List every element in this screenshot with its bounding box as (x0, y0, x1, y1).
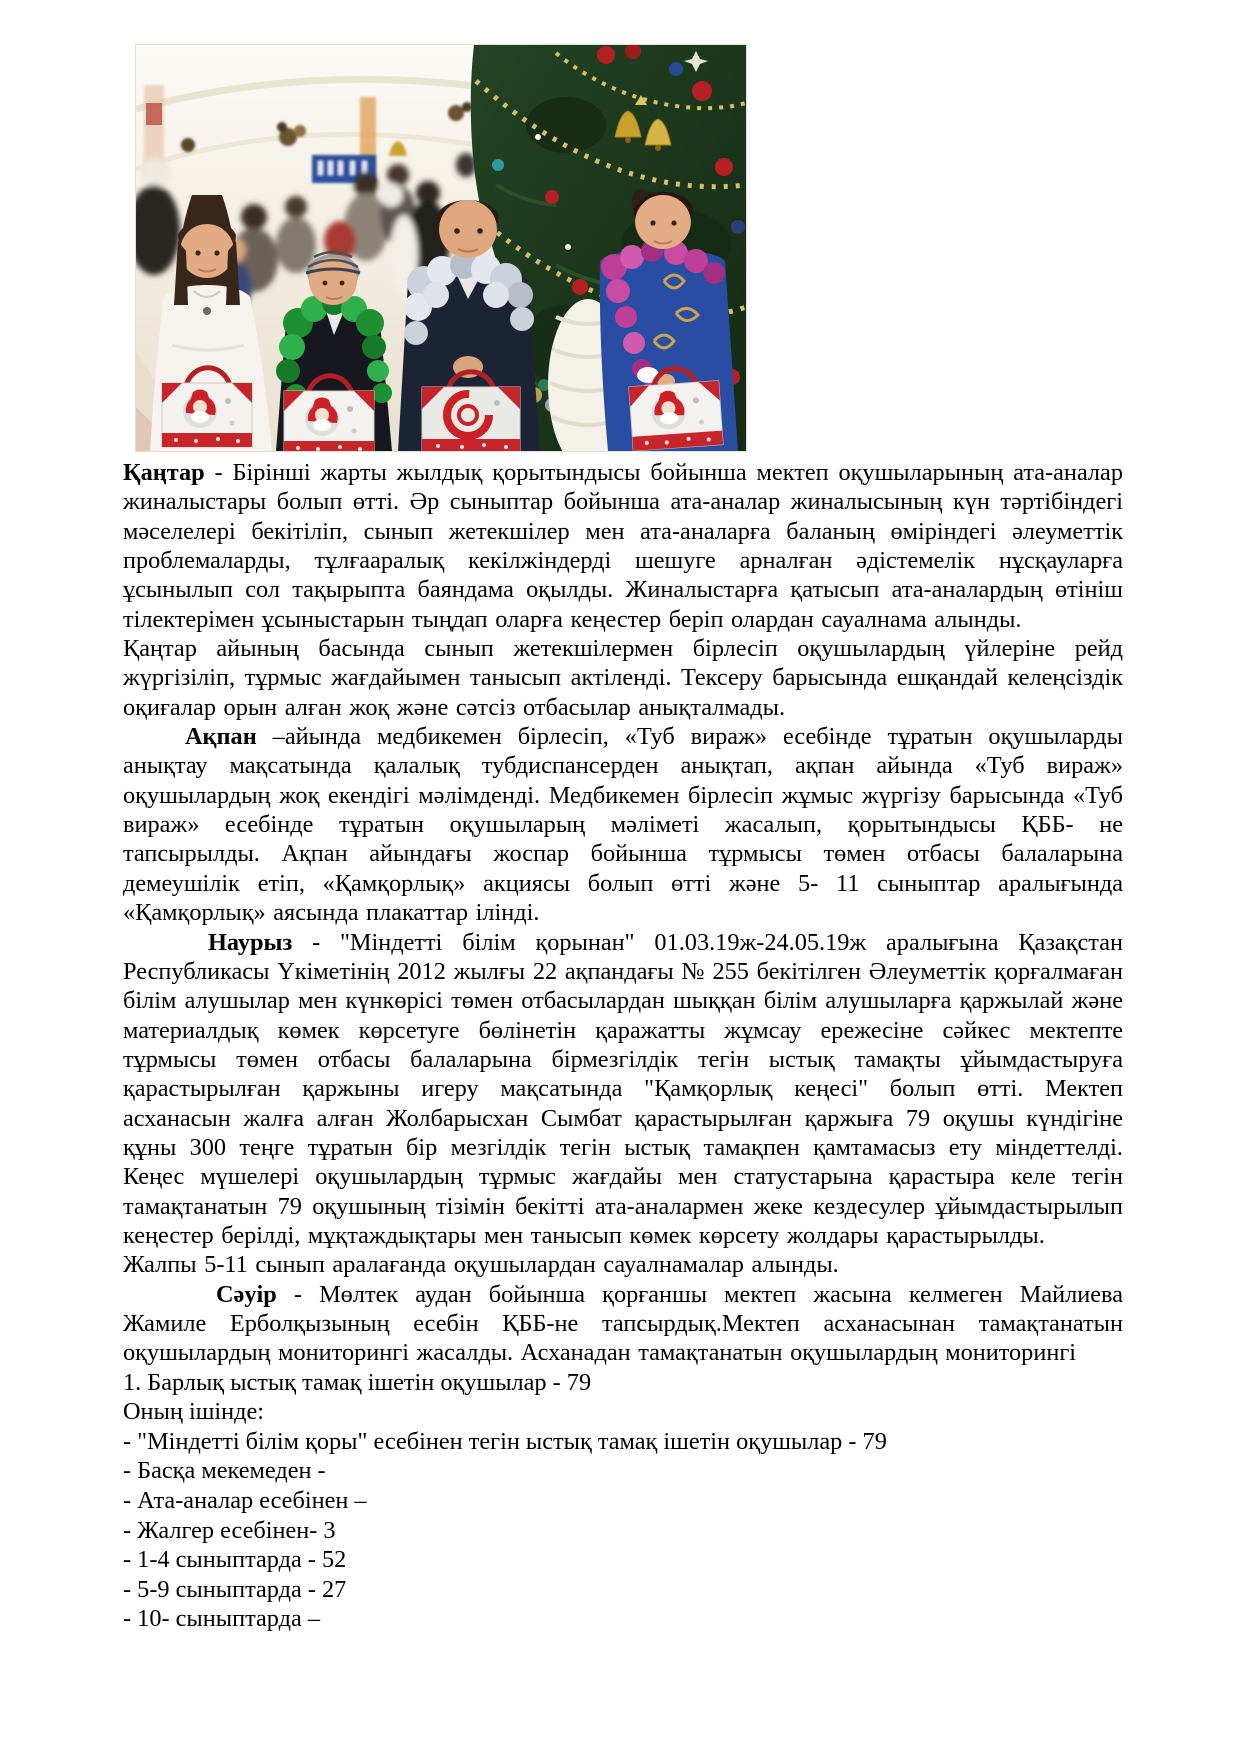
monitoring-line-parents: - Ата-аналар есебінен – (123, 1487, 367, 1515)
paragraph-text: - "Міндетті білім қорынан" 01.03.19ж-24.05.19ж аралығына Қазақстан Республикасы Үкіметінің 2012 жылғы 22 ақпандағы № 255 бекітілген Әлеуметтік қорғалмаған білім алушылар мен күнкөрісі төмен отбасылардан шыққан білім алушыларға қаржылай және материалдық көмек көрсетуге бөлінетін қаражатты жұмсау ережесіне сәйкес мектепте тұрмысы төмен отбасы балаларына бірмезгілдік тегін ыстық тамақты ұйымдастыруға қарастырылған қаржыны игеру мақсатында "Қамқорлық кеңесі" болып өтті. Мектеп асханасын жалға алған Жолбарысхан Сымбат қарастырылған қаржыға 79 оқушы күндігіне құны 300 теңге тұратын бір мезгілдік тегін ыстық тамақпен қамтамасыз ету міндеттелді. Кеңес мүшелері оқушылардың тұрмыс жағдайы мен статустарына қарастыра келе тегін тамақтанатын 79 оқушының тізімін бекітті ата-аналармен жеке кездесулер ұйымдастырылып кеңестер берілді, мұқтаждықтары мен танысып көмек көрсету жолдары қарастырылды. (123, 928, 1123, 1249)
monitoring-list (123, 1368, 1123, 1634)
event-photo (135, 44, 747, 452)
monitoring-line-renter: - Жалгер есебінен- 3 (123, 1516, 336, 1544)
paragraph-january (123, 458, 1123, 634)
monitoring-line-header: Оның ішінде: (123, 1398, 265, 1426)
paragraph-text: –айында медбикемен бірлесіп, «Туб вираж» есебінде тұратын оқушыларды анықтау мақсатында қалалық тубдиспансерден анықтап, ақпан айында «Туб вираж» оқушылардың жоқ екендігі мәлімденді. Медбикемен бірлесіп жұмыс жүргізу барысында «Туб вираж» есебінде тұратын оқушыларың мәліметі жасалып, қорытындысы ҚББ- не тапсырылды. Ақпан айындағы жоспар бойынша тұрмысы төмен отбасы балаларына демеушілік етіп, «Қамқорлық» акциясы болып өтті және 5- 11 сыныптар аралығында «Қамқорлық» аясында плакаттар ілінді. (123, 723, 1123, 927)
paragraph-january-raid (123, 634, 1123, 722)
monitoring-line-other-org: - Басқа мекемеден - (123, 1457, 326, 1485)
paragraph-text: - Бірінші жарты жылдық қорытындысы бойынша мектеп оқушыларының ата-аналар жиналыстары болып өтті. Әр сыныптар бойынша ата-аналар жиналысының күн тәртібіндегі мәселелері бекітіліп, сынып жетекшілер мен ата-аналарға баланың өміріндегі әлеуметтік проблемаларды, тұлғааралық кекілжіндерді шешуге арналған әдістемелік нұсқауларға ұсынылып сол тақырыпта баяндама оқылды. Жиналыстарға қатысып ата-аналардың өтініш тілектерімен ұсыныстарын тыңдап оларға кеңестер беріп олардан сауалнама алынды. (123, 459, 1123, 633)
monitoring-line-grades-1-4: - 1-4 сыныптарда - 52 (123, 1546, 347, 1574)
month-lead-february: Ақпан (185, 723, 257, 751)
month-lead-april: Сәуір (216, 1280, 277, 1308)
new-year-photo-illustration (136, 45, 746, 451)
month-lead-march: Наурыз (208, 928, 293, 956)
paragraph-april (123, 1280, 1123, 1368)
paragraph-february (123, 722, 1123, 927)
paragraph-text: - Мөлтек аудан бойынша қорғаншы мектеп жасына келмеген Майлиева Жамиле Ерболқызының есебін ҚББ-не тапсырдық.Мектеп асханасынан тамақтанатын оқушылардың мониторингі жасалды. Асханадан тамақтанатын оқушылардың мониторингі (123, 1280, 1123, 1367)
monitoring-line-total: 1. Барлық ыстық тамақ ішетін оқушылар - 79 (123, 1368, 592, 1396)
monitoring-line-grades-5-9: - 5-9 сыныптарда - 27 (123, 1575, 347, 1603)
monitoring-line-fund: - "Міндетті білім қоры" есебінен тегін ыстық тамақ ішетін оқушылар - 79 (123, 1427, 887, 1455)
month-lead-january: Қаңтар (123, 459, 205, 486)
paragraph-text: Жалпы 5-11 сынып аралағанда оқушылардан сауалнамалар алынды. (123, 1251, 839, 1279)
paragraph-survey-note (123, 1250, 1123, 1279)
paragraph-text: Қаңтар айының басында сынып жетекшілермен бірлесіп оқушылардың үйлеріне рейд жүргізіліп, тұрмыс жағдайымен танысып актіленді. Тексеру барысында ешқандай келеңсіздік оқиғалар орын алған жоқ және сәтсіз отбасылар анықталмады. (123, 635, 1123, 721)
monitoring-line-grades-10: - 10- сыныптарда – (123, 1605, 320, 1633)
paragraph-march (123, 928, 1123, 1251)
